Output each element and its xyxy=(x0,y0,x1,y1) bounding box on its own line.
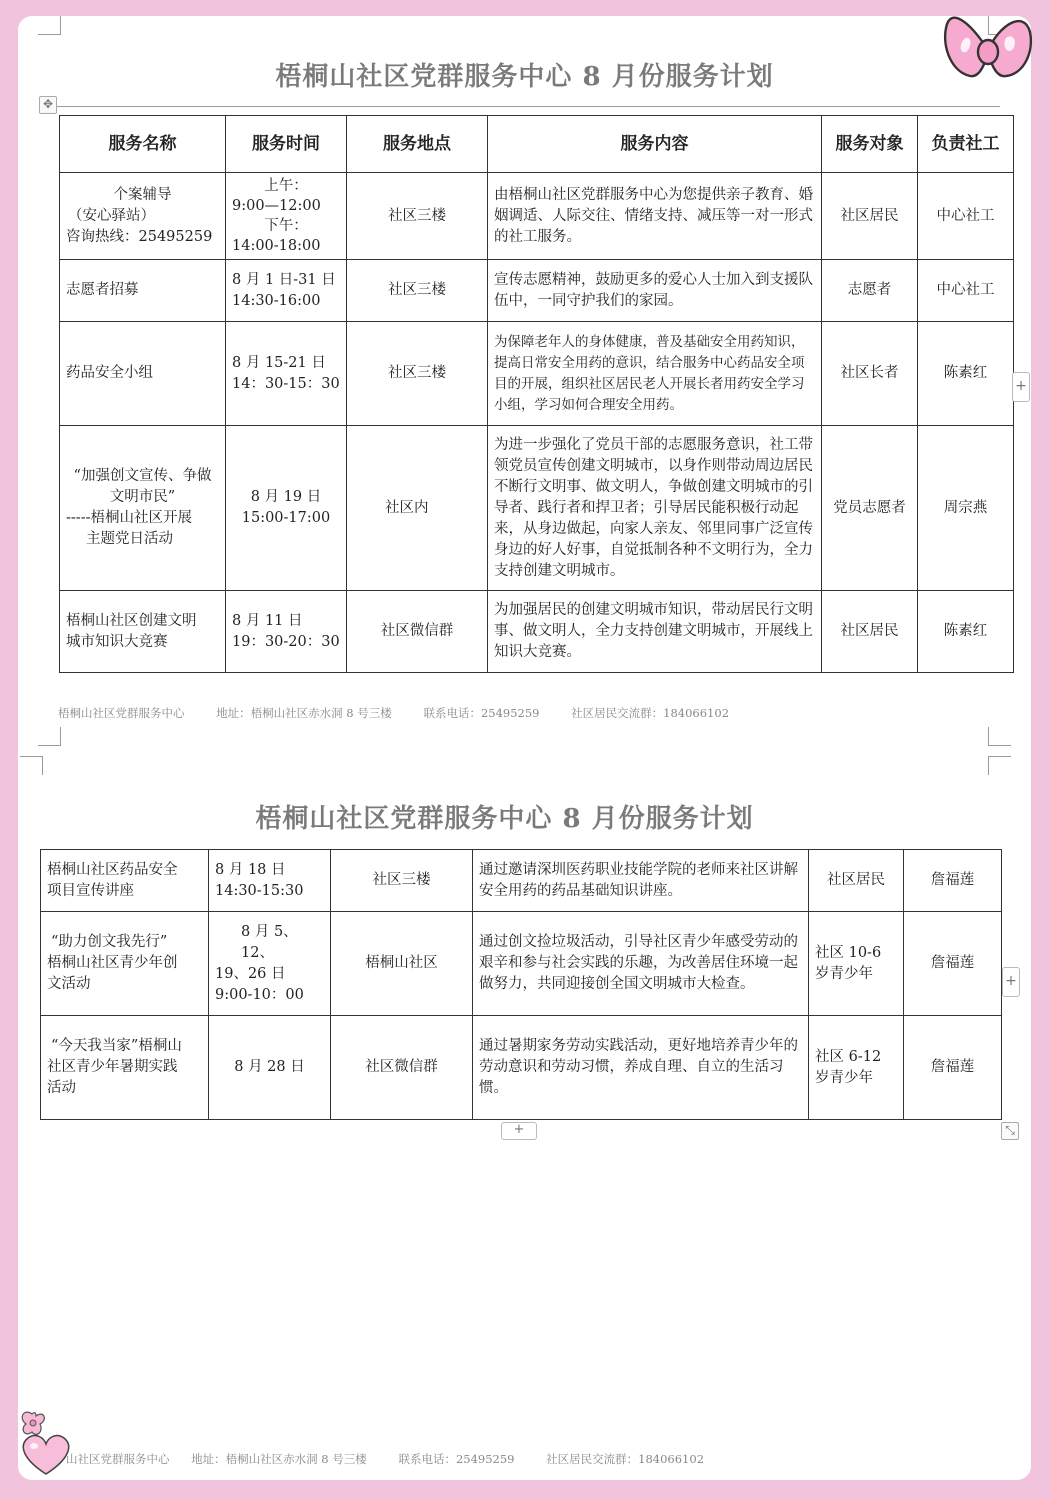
resize-icon[interactable]: ⤡ xyxy=(1001,1122,1019,1140)
service-worker-cell[interactable]: 詹福莲 xyxy=(904,912,1002,1016)
service-name-cell[interactable]: “今天我当家”梧桐山 社区青少年暑期实践 活动 xyxy=(41,1016,209,1120)
service-worker-cell[interactable]: 詹福莲 xyxy=(904,1016,1002,1120)
footer-org: 山社区党群服务中心 xyxy=(66,1452,170,1466)
table-row xyxy=(60,426,1014,591)
service-name-cell[interactable]: 梧桐山社区创建文明 城市知识大竞赛 xyxy=(60,591,226,673)
service-target-cell[interactable]: 志愿者 xyxy=(822,260,918,322)
heart-bow-icon xyxy=(18,1408,74,1478)
service-place-cell[interactable]: 社区三楼 xyxy=(347,173,488,260)
service-content-cell[interactable]: 宣传志愿精神，鼓励更多的爱心人士加入到支援队伍中，一同守护我们的家园。 xyxy=(488,260,822,322)
service-content-cell[interactable]: 通过创文捡垃圾活动，引导社区青少年感受劳动的艰辛和参与社会实践的乐趣，为改善居住环境一起做努力，共同迎接创全国文明城市大检查。 xyxy=(473,912,809,1016)
service-name-cell[interactable]: “助力创文我先行” 梧桐山社区青少年创 文活动 xyxy=(41,912,209,1016)
service-place-cell[interactable]: 社区三楼 xyxy=(347,322,488,426)
title-rule xyxy=(42,106,1000,107)
pink-bow-icon xyxy=(940,2,1036,102)
service-time-cell[interactable]: 8 月 1 日-31 日 14:30-16:00 xyxy=(226,260,347,322)
page-title: 梧桐山社区党群服务中心 8 月份服务计划 xyxy=(275,62,774,92)
service-target-cell[interactable]: 社区 10-6 岁青少年 xyxy=(809,912,904,1016)
header-cell: 负责社工 xyxy=(918,116,1014,173)
service-name-cell[interactable]: “加强创文宣传、争做 文明市民” -----梧桐山社区开展 主题党日活动 xyxy=(60,426,226,591)
service-content-cell[interactable]: 为保障老年人的身体健康，普及基础安全用药知识，提高日常安全用药的意识，结合服务中心药品安全项目的开展，组织社区居民老人开展长者用药安全学习小组，学习如何合理安全用药。 xyxy=(488,322,822,426)
crop-mark xyxy=(38,727,61,746)
plus-icon[interactable]: + xyxy=(1002,967,1020,997)
service-place-cell[interactable]: 社区微信群 xyxy=(347,591,488,673)
service-target-cell[interactable]: 社区居民 xyxy=(809,850,904,912)
move-icon[interactable]: ✥ xyxy=(39,96,57,114)
header-cell: 服务地点 xyxy=(347,116,488,173)
service-worker-cell[interactable]: 陈素红 xyxy=(918,591,1014,673)
table-row xyxy=(60,173,1014,260)
service-place-cell[interactable]: 梧桐山社区 xyxy=(331,912,473,1016)
service-time-cell[interactable]: 8 月 11 日 19：30-20：30 xyxy=(226,591,347,673)
crop-mark xyxy=(988,756,1011,775)
plan-table-page2 xyxy=(40,849,1002,1120)
service-target-cell[interactable]: 社区居民 xyxy=(822,591,918,673)
table-row xyxy=(60,260,1014,322)
footer xyxy=(66,1451,732,1467)
service-target-cell[interactable]: 党员志愿者 xyxy=(822,426,918,591)
table-row xyxy=(60,322,1014,426)
table-row xyxy=(41,850,1002,912)
service-time-cell[interactable]: 8 月 28 日 xyxy=(209,1016,331,1120)
service-content-cell[interactable]: 通过邀请深圳医药职业技能学院的老师来社区讲解 安全用药的药品基础知识讲座。 xyxy=(473,850,809,912)
plan-table-page1 xyxy=(59,115,1014,673)
table-header-row xyxy=(60,116,1014,173)
footer-address: 地址：梧桐山社区赤水洞 8 号三楼 xyxy=(216,706,392,720)
table-row xyxy=(41,1016,1002,1120)
service-target-cell[interactable]: 社区居民 xyxy=(822,173,918,260)
service-content-cell[interactable]: 为进一步强化了党员干部的志愿服务意识，社工带领党员宣传创建文明城市，以身作则带动周边居民不断行文明事、做文明人，争做创建文明城市的引导者、践行者和捍卫者；引导居民能积极行动起来，从身边做起，向家人亲友、邻里同事广泛宣传身边的好人好事，自觉抵制各种不文明行为，全力支持创建文明城市。 xyxy=(488,426,822,591)
document-sheet xyxy=(18,16,1031,1480)
page-title: 梧桐山社区党群服务中心 8 月份服务计划 xyxy=(255,804,754,834)
service-target-cell[interactable]: 社区长者 xyxy=(822,322,918,426)
header-cell: 服务时间 xyxy=(226,116,347,173)
crop-mark xyxy=(20,756,43,775)
service-place-cell[interactable]: 社区内 xyxy=(347,426,488,591)
service-target-cell[interactable]: 社区 6-12 岁青少年 xyxy=(809,1016,904,1120)
service-content-cell[interactable]: 由梧桐山社区党群服务中心为您提供亲子教育、婚姻调适、人际交往、情绪支持、减压等一对一形式的社工服务。 xyxy=(488,173,822,260)
service-place-cell[interactable]: 社区微信群 xyxy=(331,1016,473,1120)
service-name-cell[interactable]: 药品安全小组 xyxy=(60,322,226,426)
header-cell: 服务对象 xyxy=(822,116,918,173)
service-time-cell[interactable]: 8 月 19 日 15:00-17:00 xyxy=(226,426,347,591)
service-worker-cell[interactable]: 詹福莲 xyxy=(904,850,1002,912)
table-row xyxy=(41,912,1002,1016)
footer-org: 梧桐山社区党群服务中心 xyxy=(58,706,185,720)
service-time-cell[interactable]: 8 月 18 日 14:30-15:30 xyxy=(209,850,331,912)
footer-group: 社区居民交流群：184066102 xyxy=(546,1452,705,1466)
service-worker-cell[interactable]: 中心社工 xyxy=(918,173,1014,260)
service-time-cell[interactable]: 8 月 15-21 日 14：30-15：30 xyxy=(226,322,347,426)
crop-mark xyxy=(38,16,61,35)
service-content-cell[interactable]: 为加强居民的创建文明城市知识，带动居民行文明事、做文明人，全力支持创建文明城市，开展线上知识大竞赛。 xyxy=(488,591,822,673)
service-worker-cell[interactable]: 陈素红 xyxy=(918,322,1014,426)
header-cell: 服务内容 xyxy=(488,116,822,173)
service-worker-cell[interactable]: 周宗燕 xyxy=(918,426,1014,591)
header-cell: 服务名称 xyxy=(60,116,226,173)
plus-icon[interactable]: + xyxy=(1012,372,1030,402)
table-row xyxy=(60,591,1014,673)
service-worker-cell[interactable]: 中心社工 xyxy=(918,260,1014,322)
footer-group: 社区居民交流群：184066102 xyxy=(571,706,730,720)
footer xyxy=(58,705,757,721)
footer-phone: 联系电话：25495259 xyxy=(423,706,540,720)
service-name-cell[interactable]: 个案辅导 （安心驿站） 咨询热线：25495259 xyxy=(60,173,226,260)
service-content-cell[interactable]: 通过暑期家务劳动实践活动，更好地培养青少年的劳动意识和劳动习惯，养成自理、自立的生活习惯。 xyxy=(473,1016,809,1120)
plus-icon[interactable]: + xyxy=(501,1122,537,1140)
footer-address: 地址：梧桐山社区赤水洞 8 号三楼 xyxy=(191,1452,367,1466)
footer-phone: 联系电话：25495259 xyxy=(398,1452,515,1466)
service-time-cell[interactable]: 8 月 5、12、 19、26 日 9:00-10：00 xyxy=(209,912,331,1016)
service-name-cell[interactable]: 梧桐山社区药品安全 项目宣传讲座 xyxy=(41,850,209,912)
service-place-cell[interactable]: 社区三楼 xyxy=(347,260,488,322)
service-place-cell[interactable]: 社区三楼 xyxy=(331,850,473,912)
service-name-cell[interactable]: 志愿者招募 xyxy=(60,260,226,322)
crop-mark xyxy=(988,727,1011,746)
service-time-cell[interactable]: 上午： 9:00—12:00 下午： 14:00-18:00 xyxy=(226,173,347,260)
